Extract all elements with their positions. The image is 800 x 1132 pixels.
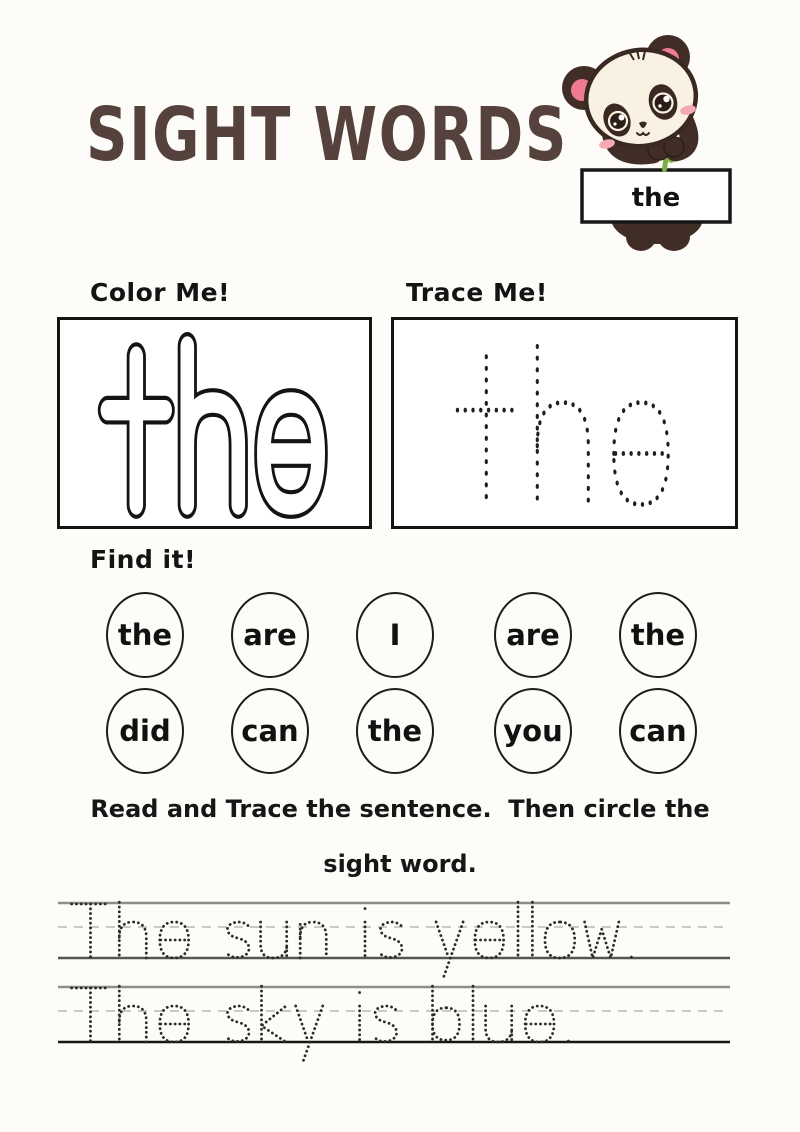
bubble-word-the: [60, 320, 369, 526]
eye-highlight: [663, 96, 669, 102]
find-word-circle: [106, 688, 184, 774]
eye-highlight: [613, 122, 616, 125]
panda-eye-left: [609, 112, 627, 130]
instruction-line-2: sight word.: [323, 850, 477, 878]
page-title: SIGHT WORDS: [86, 92, 569, 178]
color-me-box: [57, 317, 372, 529]
find-word: are: [243, 618, 297, 652]
color-me-label: Color Me!: [90, 278, 231, 307]
find-word: did: [119, 714, 171, 748]
find-word-circle: [106, 592, 184, 678]
find-word-circle: [494, 688, 572, 774]
panda-foot-left: [626, 223, 656, 251]
find-word-circle: [494, 592, 572, 678]
trace-sentence-2: [40, 975, 760, 1090]
panda-eye-right: [654, 94, 673, 113]
find-word: can: [629, 714, 687, 748]
find-it-label: Find it!: [90, 545, 196, 574]
dotted-word-the: [394, 320, 735, 526]
find-word: are: [506, 618, 560, 652]
trace-me-box: [391, 317, 738, 529]
trace-me-label: Trace Me!: [406, 278, 548, 307]
instruction-line-1: Read and Trace the sentence. Then circle the: [90, 795, 710, 823]
panda-sign-word: the: [631, 183, 681, 213]
find-word-circle: [356, 592, 434, 678]
find-word: the: [367, 714, 423, 748]
find-word: the: [630, 618, 686, 652]
find-word-circle: [619, 592, 697, 678]
find-word-circle: [231, 592, 309, 678]
panda-illustration: [555, 22, 800, 257]
find-word: the: [117, 618, 173, 652]
find-word: I: [389, 618, 401, 652]
eye-highlight: [619, 115, 625, 121]
find-word-circle: [619, 688, 697, 774]
find-word: you: [503, 714, 563, 748]
find-word-circle: [356, 688, 434, 774]
eye-highlight: [658, 104, 661, 107]
find-word: can: [241, 714, 299, 748]
find-word-circle: [231, 688, 309, 774]
panda-foot-right: [658, 223, 690, 251]
